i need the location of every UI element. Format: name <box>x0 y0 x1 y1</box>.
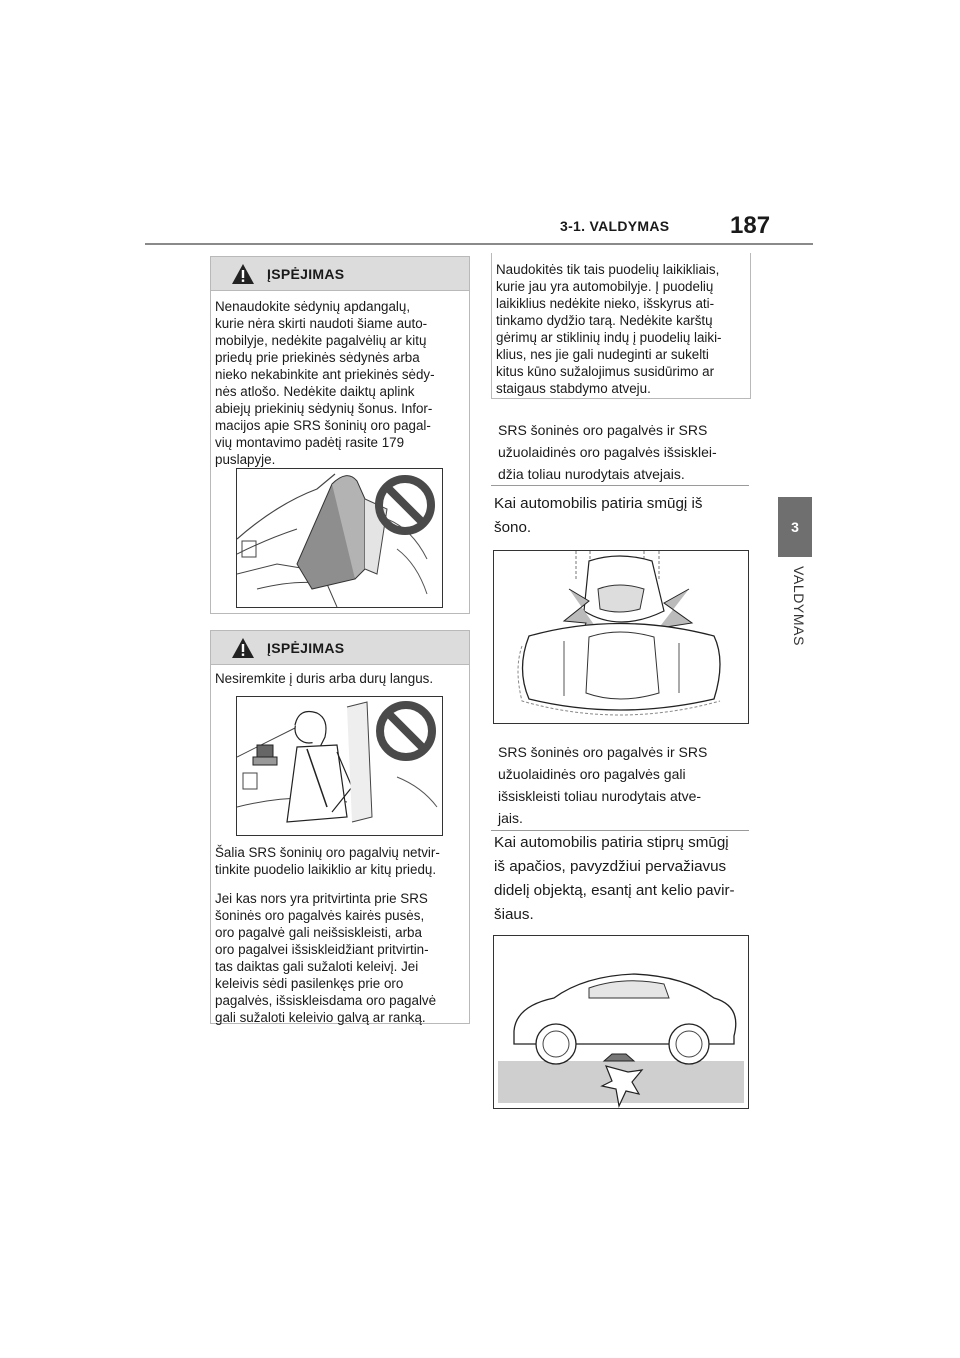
illustration-side-impact <box>493 550 749 724</box>
warning-line: vių montavimo padėtį rasite 179 <box>215 435 405 450</box>
warning-line: priedų prie priekinės sėdynės arba <box>215 350 420 365</box>
illustration-underbody-impact <box>493 935 749 1109</box>
case-line: Kai automobilis patiria stiprų smūgį <box>494 834 729 851</box>
srs-line: užuolaidinės oro pagalvės išsisklei- <box>498 444 717 460</box>
note-text <box>492 253 750 397</box>
chapter-tab-label: VALDYMAS <box>791 566 807 647</box>
warning-line: oro pagalvė gali neišsiskleisti, arba <box>215 925 422 940</box>
warning-line: macijos apie SRS šoninių oro pagal- <box>215 418 431 433</box>
warning-title: ĮSPĖJIMAS <box>267 265 345 282</box>
warning-line: tinkite puodelio laikiklio ar kitų priedų. <box>215 862 437 877</box>
warning-line: oro pagalvei išsiskleidžiant pritvirtin- <box>215 942 429 957</box>
note-line: laikiklius nedėkite nieko, išskyrus ati- <box>496 296 715 311</box>
srs-line: SRS šoninės oro pagalvės ir SRS <box>498 744 708 760</box>
warning-line: tas daiktas gali sužaloti keleivį. Jei <box>215 959 419 974</box>
note-line: kurie jau yra automobilyje. Į puodelių <box>496 279 714 294</box>
srs-line: jais. <box>498 810 523 826</box>
srs-line: užuolaidinės oro pagalvės gali <box>498 766 686 782</box>
chapter-tab: 3 <box>778 497 812 557</box>
warning-text-block <box>215 890 436 1026</box>
prohibited-icon <box>374 474 436 536</box>
warning-triangle-icon <box>231 263 255 285</box>
warning-line: šoninės oro pagalvės kairės pusės, <box>215 908 425 923</box>
illustration-seat-cover <box>236 468 443 608</box>
warning-header <box>211 631 469 665</box>
warning-continuation-box <box>491 253 751 399</box>
warning-line: pagalvės, išsiskleisdama oro pagalvė <box>215 993 437 1008</box>
case-underbody-impact <box>494 831 735 927</box>
warning-line: Jei kas nors yra pritvirtinta prie SRS <box>215 891 428 906</box>
warning-triangle-icon <box>231 637 255 659</box>
warning-line: nės atlošo. Nedėkite daiktų aplink <box>215 384 415 399</box>
case-line: iš apačios, pavyzdžiui pervažiavus <box>494 858 727 875</box>
warning-line: abiejų priekinių sėdynių šonus. Infor- <box>215 401 433 416</box>
warning-line: puslapyje. <box>215 452 276 467</box>
warning-title: ĮSPĖJIMAS <box>267 639 345 656</box>
srs-line: SRS šoninės oro pagalvės ir SRS <box>498 422 708 438</box>
note-line: Naudokitės tik tais puodelių laikikliais, <box>496 262 720 277</box>
case-line: didelį objektą, esantį ant kelio pavir- <box>494 882 735 899</box>
warning-line: nieko nekabinkite ant priekinės sėdy- <box>215 367 435 382</box>
warning-line: mobilyje, nedėkite pagalvėlių ar kitų <box>215 333 427 348</box>
warning-line: Šalia SRS šoninių oro pagalvių netvir- <box>215 845 440 860</box>
case-line: Kai automobilis patiria smūgį iš <box>494 495 703 512</box>
header-divider <box>145 243 813 245</box>
case-line: šiaus. <box>494 906 534 923</box>
case-side-impact <box>494 492 703 540</box>
page-number: 187 <box>730 212 771 239</box>
warning-text-block <box>215 844 440 878</box>
warning-line: kurie nėra skirti naudoti šiame auto- <box>215 316 428 331</box>
warning-line: keleivis sėdi pasilenkęs prie oro <box>215 976 404 991</box>
srs-line: išsiskleisti toliau nurodytais atve- <box>498 788 702 804</box>
srs-line: džia toliau nurodytais atvejais. <box>498 466 685 482</box>
warning-text: Nesiremkite į duris arba durų langus. <box>215 671 434 686</box>
note-line: klius, nes jie gali nudeginti ar sukelti <box>496 347 709 362</box>
srs-deploy-box <box>491 413 749 486</box>
case-line: šono. <box>494 519 532 536</box>
note-line: tinkamo dydžio tarą. Nedėkite karštų <box>496 313 713 328</box>
warning-line: Nenaudokite sėdynių apdangalų, <box>215 299 411 314</box>
warning-line: gali sužaloti keleivio galvą ar ranką. <box>215 1010 426 1025</box>
note-line: gėrimų ar stiklinių indų į puodelių laiki- <box>496 330 722 345</box>
srs-may-deploy-box <box>491 738 749 831</box>
note-line: staigaus stabdymo atveju. <box>496 381 651 396</box>
warning-text <box>211 291 469 468</box>
warning-header <box>211 257 469 291</box>
section-title: 3-1. VALDYMAS <box>560 218 670 234</box>
note-line: kitus kūno sužalojimus susidūrimo ar <box>496 364 715 379</box>
illustration-passenger-leaning <box>236 696 443 836</box>
prohibited-icon <box>375 700 437 762</box>
